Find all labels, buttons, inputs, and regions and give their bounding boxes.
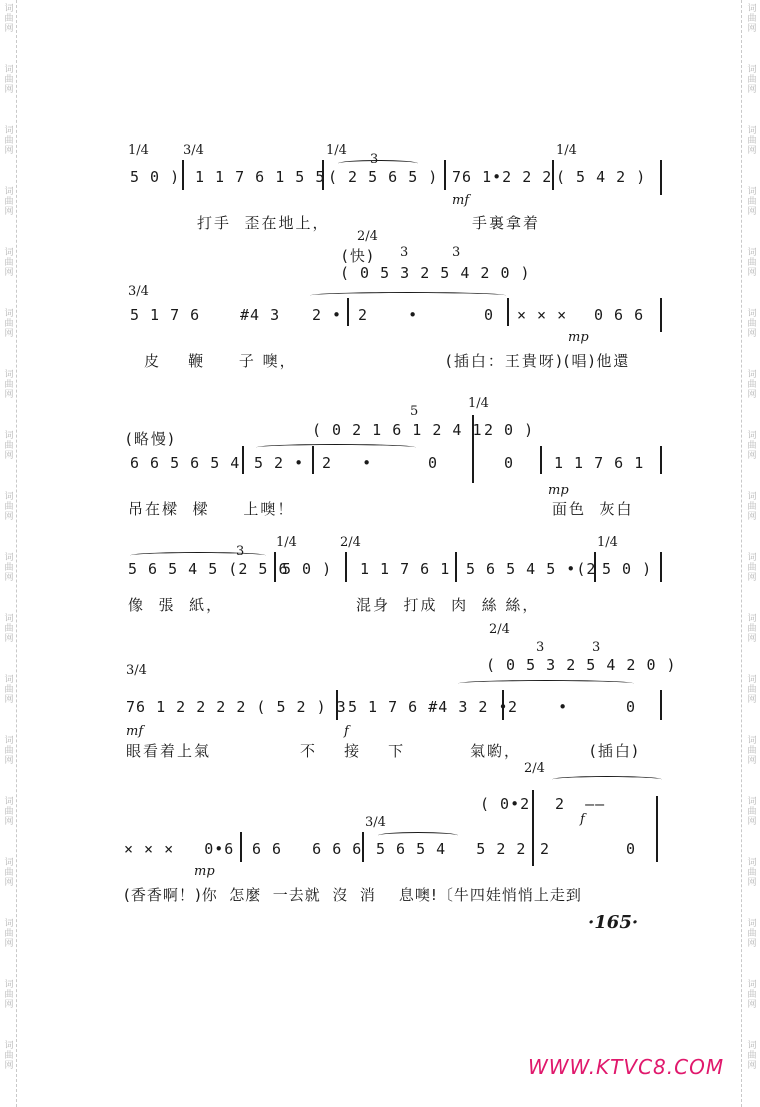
notes: 5 6 5 4 5 (2 5 6 xyxy=(128,560,289,578)
barline xyxy=(507,298,509,326)
side-watermark: 词 曲 网 xyxy=(4,980,14,1010)
side-watermark: 词 曲 网 xyxy=(747,797,757,827)
dynamic-mark: mp xyxy=(568,330,589,345)
barline xyxy=(242,446,244,474)
notes: 76 1 2 2 2 2 ( 5 2 ) 3 xyxy=(126,698,347,716)
dynamic-mark: f xyxy=(580,812,585,827)
barline xyxy=(472,415,474,483)
barline xyxy=(362,832,364,862)
tempo-mark: (略慢) xyxy=(126,430,176,448)
side-watermark: 词 曲 网 xyxy=(747,126,757,156)
side-watermark: 词 曲 网 xyxy=(4,1041,14,1071)
barline xyxy=(444,160,446,190)
slur xyxy=(256,444,416,451)
notes: 6 6 6 6 6 xyxy=(252,840,363,858)
notes: 5 6 5 4 5 •(2 xyxy=(466,560,597,578)
triplet-mark: 3 xyxy=(452,245,461,260)
notes: 1 1 7 6 1 xyxy=(360,560,451,578)
notes: × × × 0•6 xyxy=(124,840,235,858)
side-watermark: 词 曲 网 xyxy=(747,4,757,34)
meter-3-4: 3/4 xyxy=(128,284,149,299)
side-watermark: 词 曲 网 xyxy=(4,187,14,217)
side-watermark: 词 曲 网 xyxy=(747,309,757,339)
notes: 2 • xyxy=(358,306,419,324)
meter-3-4: 3/4 xyxy=(126,663,147,678)
notes: ( 5 4 2 ) xyxy=(556,168,647,186)
side-watermark: 词 曲 网 xyxy=(4,919,14,949)
dynamic-mark: mf xyxy=(452,193,470,208)
side-watermark: 词 曲 网 xyxy=(747,553,757,583)
side-watermark: 词 曲 网 xyxy=(4,736,14,766)
barline xyxy=(660,160,662,195)
bracket-notes: ( 0 2 1 6 1 2 4 1 xyxy=(312,421,483,439)
grace-notes: ( 0•2 xyxy=(480,795,531,813)
side-watermark: 词 曲 网 xyxy=(4,492,14,522)
notes: 5 2 • xyxy=(254,454,305,472)
lyric: 手裏拿着 xyxy=(472,214,541,232)
notes: 0 xyxy=(484,306,495,324)
meter-1-4: 1/4 xyxy=(128,143,149,158)
notes: 2 —— xyxy=(555,795,606,813)
meter-2-4: 2/4 xyxy=(524,761,545,776)
meter-3-4: 3/4 xyxy=(365,815,386,830)
notes: 0 6 6 xyxy=(594,306,645,324)
side-watermark: 词 曲 网 xyxy=(747,919,757,949)
lyric: 打手 歪在地上， xyxy=(197,214,330,232)
tie xyxy=(552,776,662,783)
bracket-notes: ( 0 5 3 2 5 4 2 0 ) xyxy=(340,264,531,282)
slur xyxy=(458,680,634,687)
meter-1-4-b: 1/4 xyxy=(326,143,347,158)
side-watermark: 词 曲 网 xyxy=(747,248,757,278)
side-watermark: 词 曲 网 xyxy=(747,675,757,705)
slur xyxy=(310,292,506,299)
dynamic-mark: mf xyxy=(126,724,144,739)
notes: 2 0 ) xyxy=(484,421,535,439)
lyric: (插白) xyxy=(590,742,640,760)
tempo-mark: (快) xyxy=(342,247,375,265)
barline xyxy=(540,446,542,474)
notes: 2 • xyxy=(322,454,373,472)
barline xyxy=(660,552,662,582)
notes: × × × xyxy=(517,306,568,324)
site-watermark: WWW.KTVC8.COM xyxy=(528,1055,725,1079)
slur xyxy=(378,832,458,839)
lyric: 氣喲， xyxy=(470,742,522,760)
notes: 5 1 7 6 #4 3 2 • xyxy=(348,698,509,716)
side-watermark: 词 曲 网 xyxy=(4,126,14,156)
lyric: 眼看着上氣 xyxy=(126,742,212,760)
notes: 2 xyxy=(540,840,551,858)
lyric: 混身 打成 肉 絲 絲， xyxy=(356,596,540,614)
barline xyxy=(656,796,658,862)
bracket-notes: ( 0 5 3 2 5 4 2 0 ) xyxy=(486,656,677,674)
notes: #4 3 xyxy=(240,306,281,324)
side-watermark: 词 曲 网 xyxy=(747,614,757,644)
lyric: (香香啊！)你 怎麼 一去就 沒 消 息噢!〔牛四娃悄悄上走到 xyxy=(124,886,582,904)
side-watermark: 词 曲 网 xyxy=(4,248,14,278)
lyric: 吊在樑 樑 上噢！ xyxy=(128,500,295,518)
dynamic-mark: mp xyxy=(194,864,215,879)
meter-3-4: 3/4 xyxy=(183,143,204,158)
side-watermark: 词 曲 网 xyxy=(4,858,14,888)
barline xyxy=(336,690,338,720)
notes: 5 1 7 6 xyxy=(130,306,201,324)
slur xyxy=(130,552,266,559)
triplet-mark: 3 xyxy=(370,152,379,167)
barline xyxy=(660,446,662,474)
side-watermark: 词 曲 网 xyxy=(747,1041,757,1071)
triplet-mark: 3 xyxy=(536,640,545,655)
barline xyxy=(594,552,596,582)
lyric: (插白：王貴呀)(唱)他還 xyxy=(446,352,631,370)
barline xyxy=(240,832,242,862)
meter-1-4: 1/4 xyxy=(468,396,489,411)
side-watermark: 词 曲 网 xyxy=(4,4,14,34)
barline xyxy=(345,552,347,582)
side-watermark: 词 曲 网 xyxy=(747,65,757,95)
barline xyxy=(322,160,324,190)
notes: 6 6 5 6 5 4 xyxy=(130,454,241,472)
meter-2-4: 2/4 xyxy=(357,229,378,244)
lyric: 像 張 紙， xyxy=(128,596,224,614)
side-watermark: 词 曲 网 xyxy=(4,614,14,644)
side-watermark: 词 曲 网 xyxy=(4,370,14,400)
barline xyxy=(660,298,662,332)
triplet-mark: 3 xyxy=(400,245,409,260)
notes: 5 0 ) xyxy=(602,560,653,578)
notes: 0 xyxy=(626,840,637,858)
notes: 1 1 7 6 1 5 5 xyxy=(195,168,326,186)
meter-1-4: 1/4 xyxy=(276,535,297,550)
side-watermark: 词 曲 网 xyxy=(4,797,14,827)
notes: 5 6 5 4 5 2 2 xyxy=(376,840,527,858)
barline xyxy=(532,790,534,866)
barline xyxy=(347,298,349,326)
notes: 0 xyxy=(504,454,515,472)
side-watermark: 词 曲 网 xyxy=(747,858,757,888)
lyric: 面色 灰白 xyxy=(552,500,634,518)
side-watermark: 词 曲 网 xyxy=(747,980,757,1010)
barline xyxy=(552,160,554,190)
page-number: ·165· xyxy=(588,912,639,933)
notes: 5 0 ) xyxy=(282,560,333,578)
notes: 5 0 ) xyxy=(130,168,181,186)
side-watermark: 词 曲 网 xyxy=(747,431,757,461)
barline xyxy=(312,446,314,474)
barline xyxy=(455,552,457,582)
barline xyxy=(660,690,662,720)
side-watermark: 词 曲 网 xyxy=(4,309,14,339)
notes: 0 xyxy=(626,698,637,716)
triplet-mark: 3 xyxy=(592,640,601,655)
side-watermark: 词 曲 网 xyxy=(747,492,757,522)
notes: 76 1•2 2 2 xyxy=(452,168,553,186)
barline xyxy=(182,160,184,190)
side-watermark: 词 曲 网 xyxy=(4,65,14,95)
quintuplet-mark: 5 xyxy=(410,404,419,419)
meter-2-4: 2/4 xyxy=(340,535,361,550)
meter-1-4-c: 1/4 xyxy=(556,143,577,158)
side-watermark: 词 曲 网 xyxy=(4,553,14,583)
barline xyxy=(274,552,276,582)
lyric: 皮 鞭 子 噢， xyxy=(144,352,297,370)
meter-1-4-b: 1/4 xyxy=(597,535,618,550)
barline xyxy=(502,690,504,720)
notes: 2 • xyxy=(508,698,569,716)
dynamic-mark: mp xyxy=(548,483,569,498)
lyric: 不 接 下 xyxy=(300,742,406,760)
side-watermark: 词 曲 网 xyxy=(4,675,14,705)
side-watermark: 词 曲 网 xyxy=(747,187,757,217)
notes: 2 • xyxy=(312,306,343,324)
side-watermark: 词 曲 网 xyxy=(4,431,14,461)
slur xyxy=(338,160,418,167)
dynamic-mark: f xyxy=(344,724,349,739)
notes: 1 1 7 6 1 xyxy=(554,454,645,472)
side-watermark: 词 曲 网 xyxy=(747,736,757,766)
notes: 0 xyxy=(428,454,439,472)
side-watermark: 词 曲 网 xyxy=(747,370,757,400)
meter-2-4: 2/4 xyxy=(489,622,510,637)
triplet-mark: 3 xyxy=(236,544,245,559)
notes: ( 2 5 6 5 ) xyxy=(328,168,439,186)
